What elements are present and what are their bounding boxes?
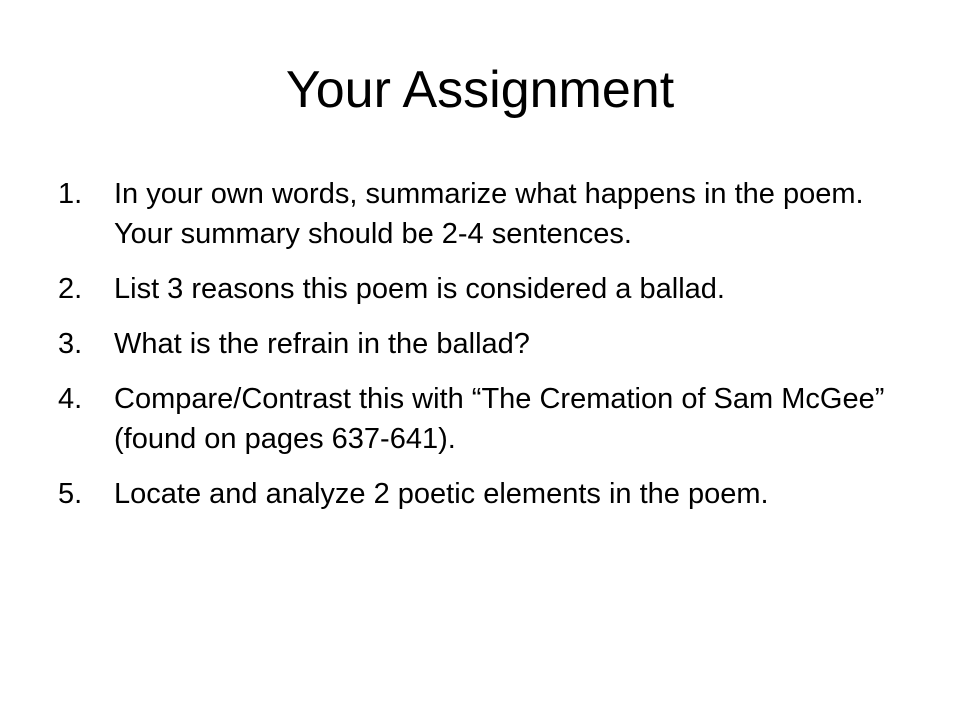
item-text-3: What is the refrain in the ballad? xyxy=(114,328,530,360)
assignment-item-5 xyxy=(58,474,908,514)
assignment-item-4 xyxy=(58,379,908,459)
item-number-1: 1. xyxy=(58,178,83,210)
slide-title: Your Assignment xyxy=(285,61,675,119)
item-number-4: 4. xyxy=(58,383,83,415)
item-text-1: In your own words, summarize what happens in the poem. Your summary should be 2-4 sentences. xyxy=(114,178,864,250)
item-number-2: 2. xyxy=(58,273,83,305)
assignment-item-1 xyxy=(58,174,908,254)
assignment-list xyxy=(58,174,908,529)
item-number-3: 3. xyxy=(58,328,83,360)
item-text-5: Locate and analyze 2 poetic elements in the poem. xyxy=(114,478,769,510)
assignment-item-2 xyxy=(58,269,908,309)
item-number-5: 5. xyxy=(58,478,83,510)
item-text-4: Compare/Contrast this with “The Cremation of Sam McGee” (found on pages 637-641). xyxy=(114,383,885,455)
item-text-2: List 3 reasons this poem is considered a ballad. xyxy=(114,273,725,305)
assignment-item-3 xyxy=(58,324,908,364)
